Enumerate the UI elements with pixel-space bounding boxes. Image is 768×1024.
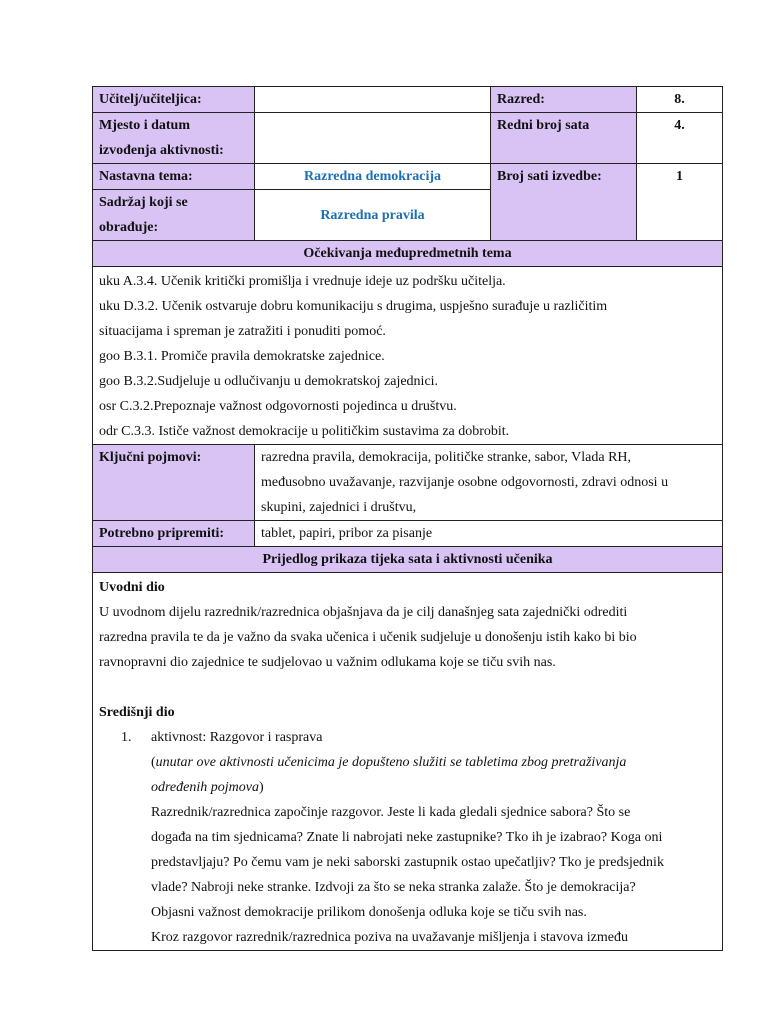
lesson-number-label: Redni broj sata bbox=[491, 113, 637, 164]
note-close: ) bbox=[258, 780, 264, 795]
lesson-number-value: 4. bbox=[637, 113, 723, 164]
note-text: određenih pojmova bbox=[151, 780, 259, 795]
expectation-line: odr C.3.3. Ističe važnost demokracije u političkim sustavima za dobrobit. bbox=[99, 424, 510, 439]
hours-label: Broj sati izvedbe: bbox=[491, 164, 637, 241]
lesson-plan-sheet bbox=[92, 86, 722, 951]
intro-line: ravnopravni dio zajednice te sudjelovao u važnim odlukama koje se tiču svih nas. bbox=[99, 655, 556, 670]
activity-number: 1. bbox=[121, 730, 132, 745]
topic-value: Razredna demokracija bbox=[255, 164, 491, 190]
expectation-line: goo B.3.2.Sudjeluje u odlučivanju u demokratskoj zajednici. bbox=[99, 374, 439, 389]
paragraph-line: Kroz razgovor razrednik/razrednica poziva na uvažavanje mišljenja i stavova između bbox=[151, 930, 628, 945]
expectations-header-row bbox=[93, 241, 723, 267]
prepare-value: tablet, papiri, pribor za pisanje bbox=[255, 521, 723, 547]
expectation-line: situacijama i spreman je zatražiti i ponuditi pomoć. bbox=[99, 324, 386, 339]
spacer bbox=[99, 675, 716, 700]
key-terms-value bbox=[255, 445, 723, 521]
expectations-row bbox=[93, 267, 723, 445]
place-label-line-2: izvođenja aktivnosti: bbox=[99, 143, 224, 158]
expectations-title: Očekivanja međupredmetnih tema bbox=[93, 241, 723, 267]
expectation-line: goo B.3.1. Promiče pravila demokratske zajednice. bbox=[99, 349, 385, 364]
content-label bbox=[93, 190, 255, 241]
content-value: Razredna pravila bbox=[255, 190, 491, 241]
main-heading: Središnji dio bbox=[99, 705, 175, 720]
prepare-label: Potrebno pripremiti: bbox=[93, 521, 255, 547]
key-terms-line: razredna pravila, demokracija, političke stranke, sabor, Vlada RH, bbox=[261, 450, 632, 465]
key-terms-line: međusobno uvažavanje, razvijanje osobne odgovornosti, zdravi odnosi u bbox=[261, 475, 669, 490]
key-terms-row bbox=[93, 445, 723, 521]
activity-note bbox=[99, 750, 716, 800]
intro-heading: Uvodni dio bbox=[99, 580, 165, 595]
hours-value: 1 bbox=[637, 164, 723, 241]
paragraph-line: vlade? Nabroji neke stranke. Izdvoji za što se neka stranka zalaže. Što je demokracija? bbox=[151, 880, 636, 895]
intro-line: U uvodnom dijelu razrednik/razrednica objašnjava da je cilj današnjeg sata zajednički odrediti bbox=[99, 605, 628, 620]
teacher-value bbox=[255, 87, 491, 113]
note-line bbox=[151, 775, 716, 800]
expectations-list bbox=[93, 267, 723, 445]
grade-label: Razred: bbox=[491, 87, 637, 113]
flow-header-row bbox=[93, 547, 723, 573]
topic-label: Nastavna tema: bbox=[93, 164, 255, 190]
expectation-line: uku A.3.4. Učenik kritički promišlja i vrednuje ideje uz podršku učitelja. bbox=[99, 274, 506, 289]
note-line bbox=[151, 750, 716, 775]
place-label bbox=[93, 113, 255, 164]
paragraph-line: predstavljaju? Po čemu vam je neki saborski zastupnik ostao upečatljiv? Tko je predsjednik bbox=[151, 855, 664, 870]
note-open: ( bbox=[151, 755, 156, 770]
flow-row bbox=[93, 573, 723, 951]
content-label-line-2: obrađuje: bbox=[99, 220, 159, 235]
paragraph-line: Objasni važnost demokracije prilikom donošenja odluka koje se tiču svih nas. bbox=[151, 905, 587, 920]
paragraph-line: Razrednik/razrednica započinje razgovor. Jeste li kada gledali sjednice sabora? Što se bbox=[151, 805, 631, 820]
place-label-line-1: Mjesto i datum bbox=[99, 118, 190, 133]
topic-row bbox=[93, 164, 723, 190]
paragraph-line: događa na tim sjednicama? Znate li nabrojati neke zastupnike? Tko ih je izabrao? Koga oni bbox=[151, 830, 663, 845]
expectation-line: osr C.3.2.Prepoznaje važnost odgovornosti pojedinca u društvu. bbox=[99, 399, 457, 414]
key-terms-line: skupini, zajednici i društvu, bbox=[261, 500, 417, 515]
content-label-line-1: Sadržaj koji se bbox=[99, 195, 188, 210]
teacher-label: Učitelj/učiteljica: bbox=[93, 87, 255, 113]
place-row bbox=[93, 113, 723, 164]
flow-body bbox=[93, 573, 723, 951]
activity-title: aktivnost: Razgovor i rasprava bbox=[151, 730, 323, 745]
lesson-plan-table bbox=[92, 86, 723, 951]
prepare-row bbox=[93, 521, 723, 547]
activity-item bbox=[99, 725, 716, 750]
activity-paragraph bbox=[99, 800, 716, 950]
grade-value: 8. bbox=[637, 87, 723, 113]
place-value bbox=[255, 113, 491, 164]
intro-line: razredna pravila te da je važno da svaka učenica i učenik sudjeluje u donošenju istih kako bi bio bbox=[99, 630, 637, 645]
note-text: unutar ove aktivnosti učenicima je dopušteno služiti se tabletima zbog pretraživanja bbox=[155, 755, 627, 770]
expectation-line: uku D.3.2. Učenik ostvaruje dobru komunikaciju s drugima, uspješno surađuje u različitim bbox=[99, 299, 608, 314]
key-terms-label: Ključni pojmovi: bbox=[93, 445, 255, 521]
flow-title: Prijedlog prikaza tijeka sata i aktivnosti učenika bbox=[93, 547, 723, 573]
teacher-row bbox=[93, 87, 723, 113]
